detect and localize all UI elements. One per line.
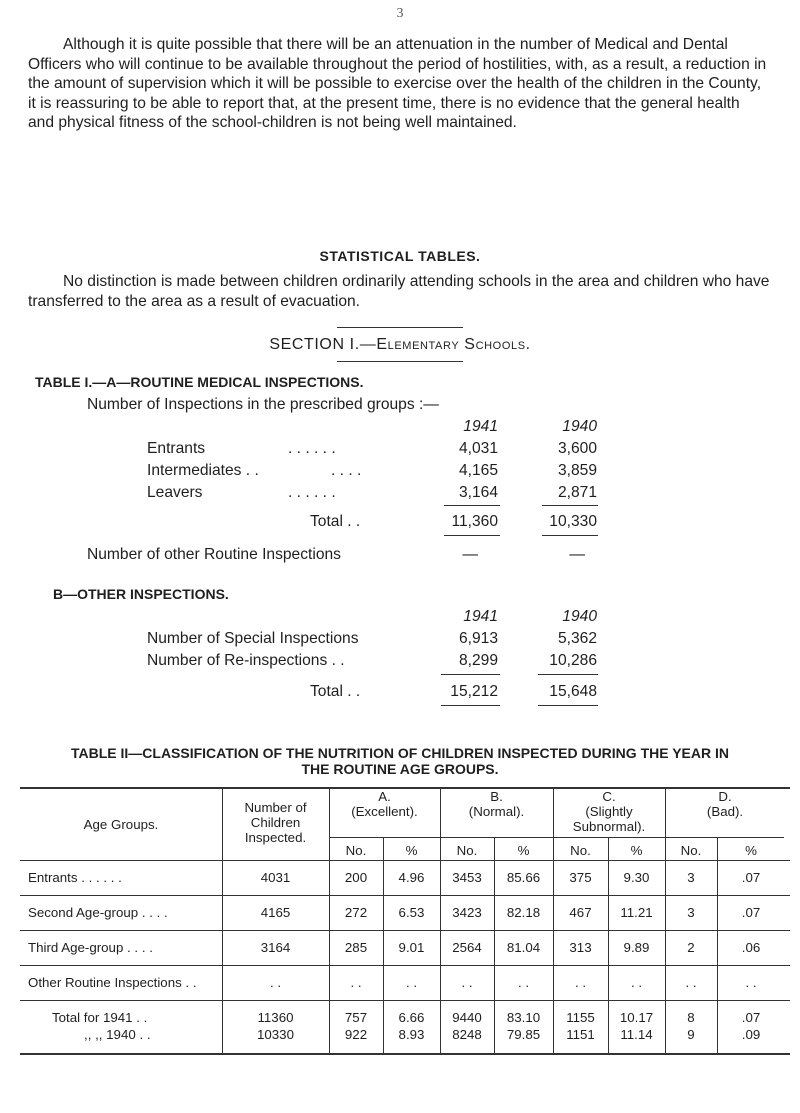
- total-1941-number: 11360: [257, 1010, 294, 1025]
- row-a-pct: 4.96: [398, 870, 425, 885]
- row-b-no: 3423: [452, 905, 482, 920]
- row-c-no: 467: [569, 905, 592, 920]
- table2-subheader-rule: [329, 837, 784, 838]
- table1-row-entrants-dots: . . . . . .: [288, 440, 336, 457]
- table2-group-d-name: (Bad).: [706, 804, 744, 819]
- section-rule-bottom: [337, 361, 463, 362]
- table1-b-special-1940: 5,362: [557, 630, 597, 647]
- total-1940-a-pct: 8.93: [398, 1027, 425, 1042]
- intro-text: Although it is quite possible that there will be an attenuation in the number of Medical and Dental Officers who will continue to be available throughout the period of hostilities, with, as a result, a reduction in the amount of supervision which it will be possible to exercise over the health of the children in the County, it is reassuring to be able to report that, at the present time, there is no evidence that the general health and physical fitness of the school-children is not being well maintained.: [28, 36, 767, 131]
- table1-b-special-1941: 6,913: [458, 630, 498, 647]
- row-c-no: 375: [569, 870, 592, 885]
- row-a-pct: . .: [405, 975, 418, 990]
- row-a-pct: 9.01: [398, 940, 425, 955]
- table2-col-age-groups: Age Groups.: [83, 817, 159, 832]
- section-heading-prefix: SECTION I.—: [269, 336, 377, 353]
- total-1941-c-no: 1155: [566, 1010, 595, 1025]
- row-a-no: . .: [350, 975, 362, 990]
- table2-group-c-name2: Subnormal).: [572, 819, 646, 834]
- total-1940-b-pct: 79.85: [506, 1027, 541, 1042]
- table1-row-intermediates-1940: 3,859: [557, 462, 597, 479]
- row-c-pct: 9.30: [623, 870, 650, 885]
- table2-sub-a-pct: %: [405, 843, 418, 858]
- row-d-pct: .07: [741, 870, 761, 885]
- total-1940-c-no: 1151: [566, 1027, 595, 1042]
- table2-group-c-name: (Slightly: [585, 804, 633, 819]
- row-c-pct: 11.21: [620, 905, 653, 920]
- row-c-pct: . .: [630, 975, 643, 990]
- row-label: Third Age-group . . . .: [28, 940, 153, 955]
- table1-b-reinspections-1940: 10,286: [549, 652, 597, 669]
- row-number: 4031: [260, 870, 291, 885]
- table1-b-total-label: Total . .: [310, 683, 361, 700]
- page-number: 3: [396, 6, 404, 21]
- table1-b-reinspections-label: Number of Re-inspections . .: [147, 652, 345, 669]
- table1-total-rule-1941: [444, 535, 500, 536]
- table1-year-1941: 1941: [463, 418, 498, 435]
- row-c-no: . .: [574, 975, 587, 990]
- row-label: Entrants . . . . . .: [28, 870, 122, 885]
- row-d-pct: .07: [741, 905, 761, 920]
- row-b-pct: . .: [517, 975, 530, 990]
- table1-row-leavers-1941: 3,164: [458, 484, 498, 501]
- total-1940-a-no: 922: [344, 1027, 368, 1042]
- table2-group-a-name: (Excellent).: [351, 804, 418, 819]
- table1-other-routine-1940: —: [569, 546, 585, 563]
- row-b-pct: 81.04: [506, 940, 541, 955]
- table1-b-total-rule-1940: [538, 705, 598, 706]
- table1-row-leavers-dots: . . . . . .: [288, 484, 336, 501]
- row-number: 3164: [260, 940, 291, 955]
- table2-header-bottom-rule: [20, 860, 790, 861]
- row-number: . .: [269, 975, 282, 990]
- table2-row-rule-3: [20, 965, 790, 966]
- row-a-no: 285: [344, 940, 368, 955]
- table2-group-c-letter: C.: [602, 789, 616, 804]
- table2-row-rule-2: [20, 930, 790, 931]
- table1-row-intermediates-1941: 4,165: [458, 462, 498, 479]
- table2-sub-b-pct: %: [517, 843, 530, 858]
- table1-title: TABLE I.—A—ROUTINE MEDICAL INSPECTIONS.: [35, 374, 364, 390]
- total-1941-d-no: 8: [687, 1010, 695, 1025]
- table1-other-routine-label: Number of other Routine Inspections: [87, 546, 341, 563]
- distinction-text: No distinction is made between children ordinarily attending schools in the area and children who have transferred to the area as a result of evacuation.: [28, 273, 770, 310]
- table1-sum-rule-1941: [444, 505, 500, 506]
- distinction-paragraph: [28, 272, 770, 311]
- table2-sub-c-no: No.: [570, 843, 591, 858]
- table2-title-line1: TABLE II—CLASSIFICATION OF THE NUTRITION OF CHILDREN INSPECTED DURING THE YEAR IN: [70, 745, 729, 761]
- row-d-no: 3: [687, 870, 695, 885]
- row-label: Other Routine Inspections . .: [28, 975, 197, 990]
- table1-other-routine-1941: —: [462, 546, 478, 563]
- table1-b-reinspections-1941: 8,299: [458, 652, 498, 669]
- table2-group-d-letter: D.: [718, 789, 732, 804]
- total-1941-a-no: 757: [344, 1010, 368, 1025]
- total-1940-number: 10330: [257, 1027, 294, 1042]
- table2-row-rule-4: [20, 1000, 790, 1001]
- table1-b-sum-rule-1941: [441, 674, 500, 675]
- row-a-pct: 6.53: [398, 905, 425, 920]
- table1-total-1941: 11,360: [451, 513, 498, 530]
- table2-col-number-l3: Inspected.: [244, 830, 307, 845]
- table1-b-title: B—OTHER INSPECTIONS.: [53, 586, 229, 602]
- row-d-no: . .: [685, 975, 697, 990]
- row-d-pct: .06: [741, 940, 761, 955]
- section-rule-top: [337, 327, 463, 328]
- table1-row-entrants-1941: 4,031: [458, 440, 498, 457]
- table1-b-total-1941: 15,212: [450, 683, 498, 700]
- row-a-no: 200: [344, 870, 368, 885]
- table2-group-b-letter: B.: [490, 789, 503, 804]
- table1-total-1940: 10,330: [549, 513, 597, 530]
- table2-group-b-name: (Normal).: [468, 804, 525, 819]
- section-heading: [0, 336, 800, 354]
- table2-sub-a-no: No.: [345, 843, 367, 858]
- total-1940-b-no: 8248: [452, 1027, 482, 1042]
- statistical-tables-heading: STATISTICAL TABLES.: [319, 248, 481, 264]
- table2-bottom-border: [20, 1053, 790, 1055]
- table2-group-a-letter: A.: [378, 789, 391, 804]
- table2-col-number-l2: Children: [250, 815, 301, 830]
- row-c-pct: 9.89: [623, 940, 650, 955]
- table1-row-intermediates-label: Intermediates . .: [147, 462, 259, 479]
- intro-paragraph: [28, 35, 770, 133]
- table1-b-year-1940: 1940: [562, 608, 597, 625]
- table2-sub-d-pct: %: [745, 843, 757, 858]
- table1-row-entrants-1940: 3,600: [557, 440, 597, 457]
- total-1941-d-pct: .07: [741, 1010, 761, 1025]
- table1-b-total-1940: 15,648: [549, 683, 597, 700]
- row-a-no: 272: [344, 905, 368, 920]
- row-b-pct: 85.66: [506, 870, 541, 885]
- total-1941-label: Total for 1941 . .: [52, 1010, 148, 1025]
- total-1941-b-pct: 83.10: [506, 1010, 541, 1025]
- table1-row-intermediates-dots: . . . .: [331, 462, 362, 479]
- row-b-no: 3453: [452, 870, 482, 885]
- table2-title-line2: THE ROUTINE AGE GROUPS.: [301, 761, 499, 777]
- section-heading-name: Elementary Schools.: [376, 336, 531, 353]
- table2-title: [0, 745, 800, 777]
- table1-total-rule-1940: [542, 535, 598, 536]
- table1-row-leavers-1940: 2,871: [557, 484, 597, 501]
- table1-b-special-label: Number of Special Inspections: [147, 630, 359, 647]
- table1-b-year-1941: 1941: [463, 608, 498, 625]
- row-c-no: 313: [569, 940, 592, 955]
- row-label: Second Age-group . . . .: [28, 905, 168, 920]
- total-1941-c-pct: 10.17: [619, 1010, 654, 1025]
- row-b-pct: 82.18: [506, 905, 541, 920]
- table2-sub-d-no: No.: [680, 843, 702, 858]
- total-1941-b-no: 9440: [452, 1010, 482, 1025]
- table1-row-leavers-label: Leavers: [147, 484, 203, 501]
- row-b-no: 2564: [452, 940, 482, 955]
- row-number: 4165: [260, 905, 291, 920]
- total-1940-d-no: 9: [687, 1027, 695, 1042]
- table1-b-total-rule-1941: [441, 705, 500, 706]
- table1-row-entrants-label: Entrants: [147, 440, 206, 457]
- table2-sub-b-no: No.: [456, 843, 478, 858]
- row-d-pct: . .: [745, 975, 757, 990]
- row-b-no: . .: [461, 975, 473, 990]
- table1-year-1940: 1940: [562, 418, 597, 435]
- table2-sub-c-pct: %: [630, 843, 643, 858]
- table1-total-label: Total . .: [310, 513, 361, 530]
- total-1940-c-pct: 11.14: [620, 1027, 653, 1042]
- table1-sum-rule-1940: [542, 505, 598, 506]
- table1-intro: Number of Inspections in the prescribed groups :—: [87, 396, 439, 413]
- table2-col-number-l1: Number of: [244, 800, 307, 815]
- total-1940-label: ,, ,, 1940 . .: [84, 1027, 151, 1042]
- row-d-no: 3: [687, 905, 695, 920]
- total-1941-a-pct: 6.66: [398, 1010, 425, 1025]
- total-1940-d-pct: .09: [741, 1027, 761, 1042]
- table2-row-rule-1: [20, 895, 790, 896]
- row-d-no: 2: [687, 940, 695, 955]
- table1-b-sum-rule-1940: [538, 674, 598, 675]
